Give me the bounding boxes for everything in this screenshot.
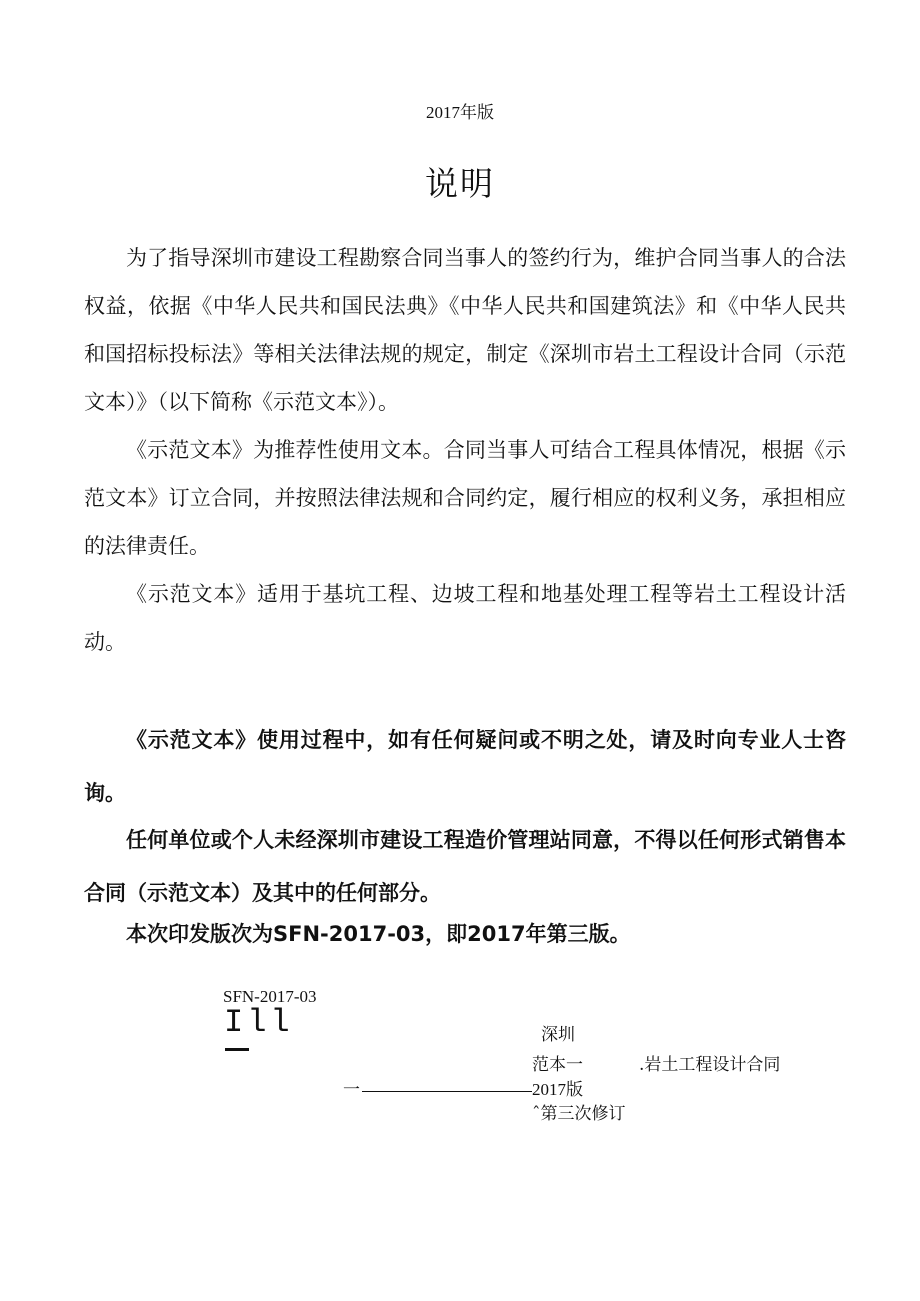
paragraph-purpose: 为了指导深圳市建设工程勘察合同当事人的签约行为，维护合同当事人的合法权益，依据《中华人民共和国民法典》《中华人民共和国建筑法》和《中华人民共和国招标投标法》等相关法律法规的规定，制定《深圳市岩土工程设计合同（示范文本）》（以下简称《示范文本》）。 (84, 246, 846, 414)
cover-line-revision: ˆ第三次修订 (532, 1104, 626, 1124)
cover-line-dash: 一 (343, 1080, 360, 1100)
paragraph-usage: 《示范文本》为推荐性使用文本。合同当事人可结合工程具体情况，根据《示范文本》订立合同，并按照法律法规和合同约定，履行相应的权利义务，承担相应的法律责任。 (84, 438, 846, 558)
stamp-underline (225, 1048, 249, 1051)
cover-line-edition: 2017版 (532, 1080, 583, 1099)
paragraph-scope: 《示范文本》适用于基坑工程、边坡工程和地基处理工程等岩土工程设计活动。 (84, 582, 846, 654)
notice-version: 本次印发版次为SFN-2017-03，即2017年第三版。 (126, 922, 631, 946)
cover-line-template: 范本一 (532, 1055, 583, 1075)
page-title: 说明 (425, 164, 495, 203)
stamp-mark: Ill (224, 1004, 294, 1041)
notice-copyright: 任何单位或个人未经深圳市建设工程造价管理站同意，不得以任何形式销售本合同（示范文本）及其中的任何部分。 (84, 828, 846, 905)
cover-underline (362, 1091, 532, 1092)
notice-consult: 《示范文本》使用过程中，如有任何疑问或不明之处，请及时向专业人士咨询。 (84, 728, 846, 805)
cover-line-contract-name: .岩土工程设计合同 (639, 1055, 781, 1075)
edition-label: 2017年版 (426, 103, 494, 122)
document-code: SFN-2017-03 (223, 987, 317, 1006)
cover-line-city: 深圳 (541, 1025, 575, 1045)
